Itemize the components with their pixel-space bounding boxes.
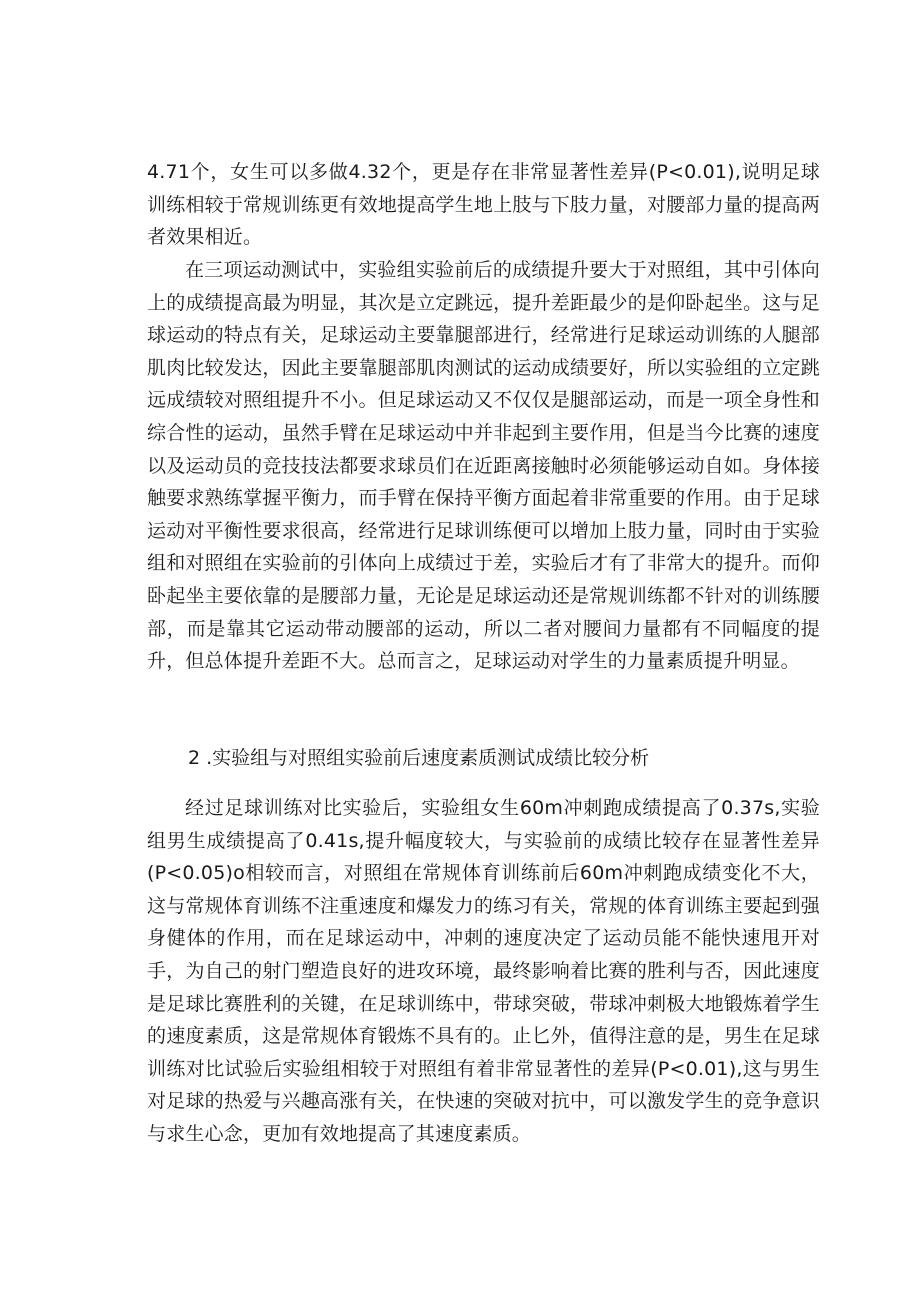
section-heading: 2 .实验组与对照组实验前后速度素质测试成绩比较分析 <box>188 747 650 769</box>
paragraph-2: 在三项运动测试中，实验组实验前后的成绩提升要大于对照组，其中引体向上的成绩提高最为明显，其次是立定跳远，提升差距最少的是仰卧起坐。这与足球运动的特点有关，足球运动主要靠腿部进行，经常进行足球运动训练的人腿部肌肉比较发达，因此主要靠腿部肌肉测试的运动成绩要好，所以实验组的立定跳远成绩较对照组提升不小。但足球运动又不仅仅是腿部运动，而是一项全身性和综合性的运动，虽然手臂在足球运动中并非起到主要作用，但是当今比赛的速度以及运动员的竞技技法都要求球员们在近距离接触时必须能够运动自如。身体接触要求熟练掌握平衡力，而手臂在保持平衡方面起着非常重要的作用。由于足球运动对平衡性要求很高，经常进行足球训练便可以增加上肢力量，同时由于实验组和对照组在实验前的引体向上成绩过于差，实验后才有了非常大的提升。而仰卧起坐主要依靠的是腰部力量，无论是足球运动还是常规训练都不针对的训练腰部，而是靠其它运动带动腰部的运动，所以二者对腰间力量都有不同幅度的提升，但总体提升差距不大。总而言之，足球运动对学生的力量素质提升明显。 <box>147 259 820 673</box>
paragraph-3: 经过足球训练对比实验后，实验组女生60m冲刺跑成绩提高了0.37s,实验组男生成绩提高了0.41s,提升幅度较大，与实验前的成绩比较存在显著性差异(P<0.05)o相较而言，对照组在常规体育训练前后60m冲刺跑成绩变化不大，这与常规体育训练不注重速度和爆发力的练习有关，常规的体育训练主要起到强身健体的作用，而在足球运动中，冲刺的速度决定了运动员能不能快速甩开对手，为自己的射门塑造良好的进攻环境，最终影响着比赛的胜利与否，因此速度是足球比赛胜利的关键，在足球训练中，带球突破，带球冲刺极大地锻炼着学生的速度素质，这是常规体育锻炼不具有的。止匕外，值得注意的是，男生在足球训练对比试验后实验组相较于对照组有着非常显著性的差异(P<0.01),这与男生对足球的热爱与兴趣高涨有关，在快速的突破对抗中，可以激发学生的竞争意识与求生心念，更加有效地提高了其速度素质。 <box>147 797 820 1145</box>
paragraph-1: 4.71个，女生可以多做4.32个，更是存在非常显著性差异(P<0.01),说明足球训练相较于常规训练更有效地提高学生地上肢与下肢力量，对腰部力量的提高两者效果相近。 <box>147 161 820 249</box>
